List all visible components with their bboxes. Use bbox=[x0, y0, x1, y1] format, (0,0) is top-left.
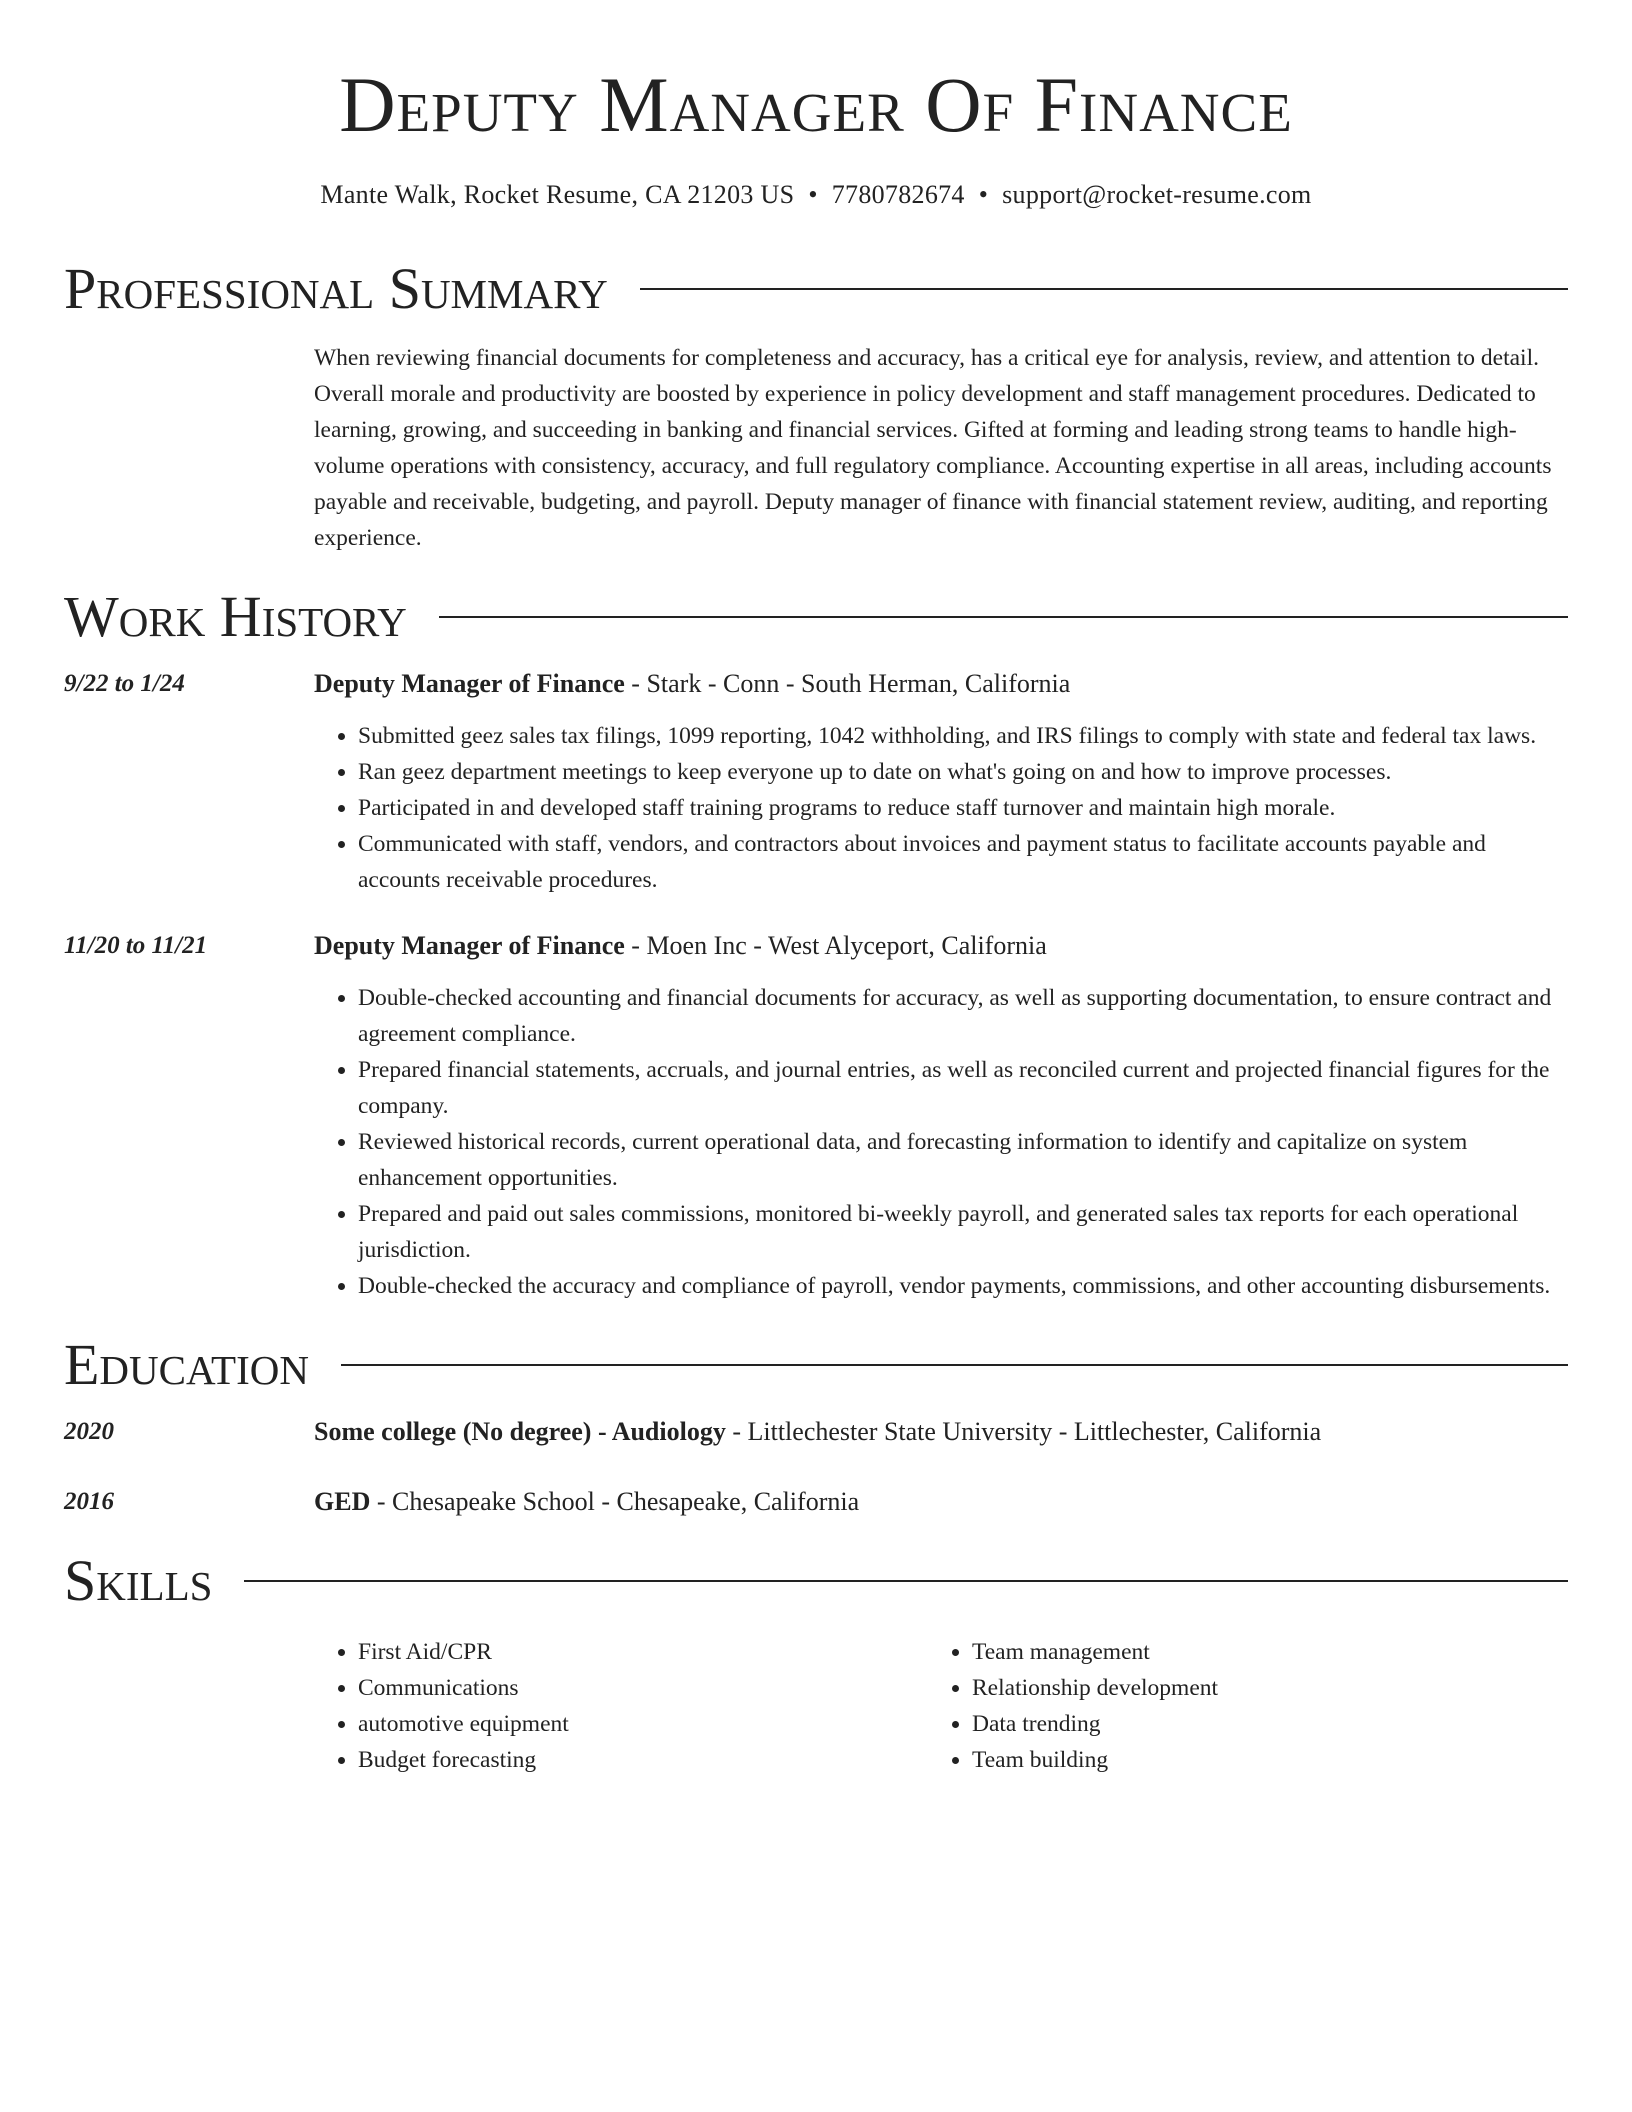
job-bullet: • Submitted geez sales tax filings, 1099 reporting, 1042 withholding, and IRS filings to comply with state and federal tax laws. bbox=[358, 718, 1568, 754]
skills-column-right bbox=[928, 1634, 1542, 1778]
job-bullet: • Participated in and developed staff training programs to reduce staff turnover and maintain high morale. bbox=[358, 790, 1568, 826]
education-section-title: Education bbox=[64, 1332, 309, 1397]
skill-item: • First Aid/CPR bbox=[358, 1634, 928, 1670]
education-date: 2016 bbox=[64, 1488, 114, 1515]
job-body bbox=[314, 666, 1568, 898]
job-heading bbox=[314, 666, 1568, 702]
job-date: 11/20 to 11/21 bbox=[64, 932, 208, 959]
education-degree: GED bbox=[314, 1487, 371, 1516]
summary-section-title: Professional Summary bbox=[64, 256, 608, 321]
work-section-header bbox=[64, 586, 1568, 648]
section-divider bbox=[640, 288, 1568, 290]
contact-line bbox=[64, 178, 1568, 212]
contact-separator: • bbox=[808, 180, 818, 209]
education-details: - Littlechester State University - Littlechester, California bbox=[725, 1417, 1322, 1446]
job-bullet: • Communicated with staff, vendors, and contractors about invoices and payment status to facilitate accounts payable and accounts receivable procedures. bbox=[358, 826, 1568, 898]
education-degree: Some college (No degree) - Audiology bbox=[314, 1417, 726, 1446]
skill-item: • Team management bbox=[972, 1634, 1542, 1670]
skills-column-left bbox=[314, 1634, 928, 1778]
skill-item: • Team building bbox=[972, 1742, 1542, 1778]
resume-title: Deputy Manager Of Finance bbox=[339, 61, 1293, 148]
education-details: - Chesapeake School - Chesapeake, California bbox=[370, 1487, 860, 1516]
job-bullet: • Prepared and paid out sales commissions, monitored bi-weekly payroll, and generated sales tax reports for each operational jurisdiction. bbox=[358, 1196, 1568, 1268]
job-bullets bbox=[314, 980, 1568, 1304]
job-bullets bbox=[314, 718, 1568, 898]
job-entry bbox=[64, 666, 1568, 898]
section-divider bbox=[244, 1580, 1568, 1582]
section-divider bbox=[439, 616, 1568, 618]
education-date: 2020 bbox=[64, 1418, 114, 1445]
education-heading bbox=[314, 1484, 859, 1520]
summary-section-header bbox=[64, 258, 1568, 320]
job-date: 9/22 to 1/24 bbox=[64, 670, 185, 697]
contact-address: Mante Walk, Rocket Resume, CA 21203 US bbox=[320, 180, 795, 209]
skill-item: • Relationship development bbox=[972, 1670, 1542, 1706]
skill-item: • automotive equipment bbox=[358, 1706, 928, 1742]
contact-email[interactable]: support@rocket-resume.com bbox=[1002, 180, 1312, 209]
job-entry bbox=[64, 928, 1568, 1304]
education-section-header bbox=[64, 1334, 1568, 1396]
skills-section-header bbox=[64, 1550, 1568, 1612]
work-section-title: Work History bbox=[64, 584, 407, 649]
job-bullet: • Reviewed historical records, current operational data, and forecasting information to identify and capitalize on system enhancement opportunities. bbox=[358, 1124, 1568, 1196]
section-divider bbox=[341, 1364, 1568, 1366]
skills-section-title: Skills bbox=[64, 1548, 213, 1613]
education-entry bbox=[64, 1414, 1568, 1450]
summary-text: When reviewing financial documents for completeness and accuracy, has a critical eye for analysis, review, and attention to detail. Overall morale and productivity are boosted by experience in policy development and staff management procedures. Dedicated to learning, growing, and succeeding in banking and financial services. Gifted at forming and leading strong teams to handle high-volume operations with consistency, accuracy, and full regulatory compliance. Accounting expertise in all areas, including accounts payable and receivable, budgeting, and payroll. Deputy manager of finance with financial statement review, auditing, and reporting experience. bbox=[314, 345, 1552, 551]
education-entry bbox=[64, 1484, 1568, 1520]
job-heading bbox=[314, 928, 1568, 964]
job-bullet: • Double-checked accounting and financial documents for accuracy, as well as supporting documentation, to ensure contract and agreement compliance. bbox=[358, 980, 1568, 1052]
job-body bbox=[314, 928, 1568, 1304]
education-heading bbox=[314, 1414, 1321, 1450]
job-bullet: • Prepared financial statements, accruals, and journal entries, as well as reconciled current and projected financial figures for the company. bbox=[358, 1052, 1568, 1124]
contact-phone: 7780782674 bbox=[831, 180, 965, 209]
job-details: - Moen Inc - West Alyceport, California bbox=[624, 931, 1047, 960]
job-role: Deputy Manager of Finance bbox=[314, 669, 625, 698]
skill-item: • Communications bbox=[358, 1670, 928, 1706]
skill-item: • Data trending bbox=[972, 1706, 1542, 1742]
job-role: Deputy Manager of Finance bbox=[314, 931, 625, 960]
contact-separator: • bbox=[978, 180, 989, 209]
job-bullet: • Ran geez department meetings to keep everyone up to date on what's going on and how to improve processes. bbox=[358, 754, 1568, 790]
job-bullet: • Double-checked the accuracy and compliance of payroll, vendor payments, commissions, and other accounting disbursements. bbox=[358, 1268, 1568, 1304]
skills-list bbox=[314, 1634, 1568, 1778]
job-details: - Stark - Conn - South Herman, California bbox=[624, 669, 1071, 698]
skill-item: • Budget forecasting bbox=[358, 1742, 928, 1778]
